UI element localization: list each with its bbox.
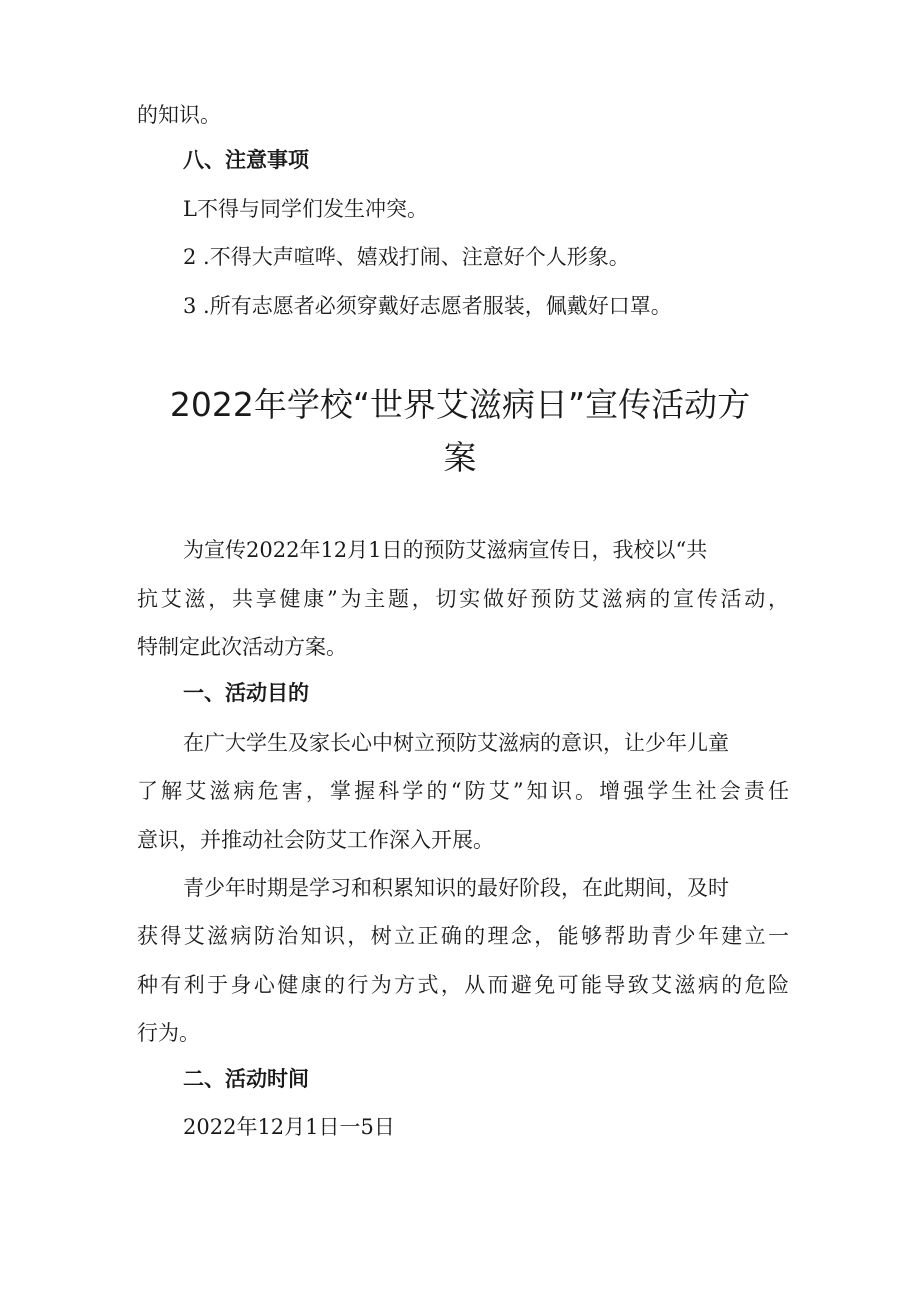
purpose-p1-line-1: 在广大学生及家长心中树立预防艾滋病的意识，让少年儿童 bbox=[183, 731, 729, 755]
purpose-p2-line-3: 种有利于身心健康的行为方式，从而避免可能导致艾滋病的危险 bbox=[137, 973, 789, 997]
notice-item-2: 2 .不得大声喧哗、嬉戏打闹、注意好个人形象。 bbox=[183, 245, 630, 269]
purpose-p2-line-4: 行为。 bbox=[137, 1021, 200, 1045]
purpose-p1-line-3: 意识，并推动社会防艾工作深入开展。 bbox=[137, 828, 494, 852]
purpose-p2-line-2: 获得艾滋病防治知识，树立正确的理念，能够帮助青少年建立一 bbox=[137, 924, 789, 948]
purpose-p1-line-2: 了解艾滋病危害，掌握科学的“防艾”知识。增强学生社会责任 bbox=[137, 779, 789, 803]
purpose-p2-line-1: 青少年时期是学习和积累知识的最好阶段，在此期间，及时 bbox=[183, 876, 729, 900]
notice-item-3: 3 .所有志愿者必须穿戴好志愿者服装，佩戴好口罩。 bbox=[183, 294, 672, 318]
document-title-line-1: 2022年学校“世界艾滋病日”宣传活动方 bbox=[169, 385, 751, 424]
section-2-heading: 二、活动时间 bbox=[183, 1067, 309, 1091]
activity-date: 2022年12月1日一5日 bbox=[183, 1115, 395, 1139]
intro-line-1: 为宣传2022年12月1日的预防艾滋病宣传日，我校以“共 bbox=[183, 538, 708, 562]
prev-section-tail: 的知识。 bbox=[137, 103, 221, 127]
section-8-heading: 八、注意事项 bbox=[183, 148, 309, 172]
intro-line-3: 特制定此次活动方案。 bbox=[137, 635, 347, 659]
document-title-line-2: 案 bbox=[443, 438, 477, 477]
intro-line-2: 抗艾滋，共享健康”为主题，切实做好预防艾滋病的宣传活动， bbox=[137, 587, 789, 611]
section-1-heading: 一、活动目的 bbox=[183, 681, 309, 705]
notice-item-1: L不得与同学们发生冲突。 bbox=[183, 197, 428, 221]
